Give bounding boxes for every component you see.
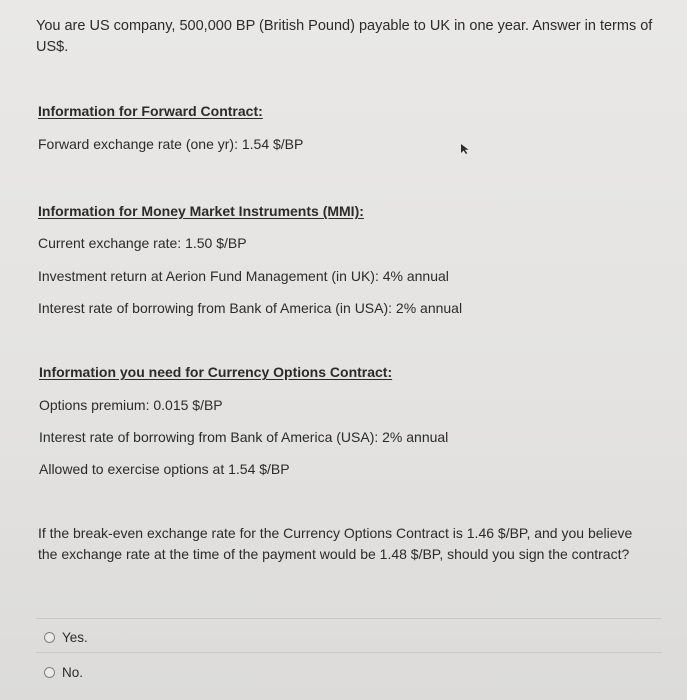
answer-yes-option[interactable]	[44, 630, 88, 645]
divider	[36, 652, 662, 653]
divider	[36, 618, 662, 619]
answer-yes-label: Yes.	[62, 630, 88, 645]
mmi-investment-return-text: Investment return at Aerion Fund Management (in UK): 4% annual	[38, 268, 449, 284]
radio-button-icon[interactable]	[44, 667, 55, 678]
problem-intro: You are US company, 500,000 BP (British Pound) payable to UK in one year. Answer in terms of US$.	[36, 18, 653, 55]
forward-rate-text: Forward exchange rate (one yr): 1.54 $/BP	[38, 136, 304, 152]
mouse-pointer-icon	[460, 143, 470, 155]
question-text: If the break-even exchange rate for the Currency Options Contract is 1.46 $/BP, and you believe the exchange rate at the time of the payment would be 1.48 $/BP, should you sign the contract?	[38, 525, 633, 562]
mmi-current-rate-text: Current exchange rate: 1.50 $/BP	[38, 235, 247, 251]
radio-button-icon[interactable]	[44, 632, 55, 643]
forward-contract-title: Information for Forward Contract:	[38, 103, 263, 119]
options-exercise-text: Allowed to exercise options at 1.54 $/BP	[39, 461, 290, 477]
mmi-title: Information for Money Market Instruments (MMI):	[38, 203, 364, 219]
options-borrow-rate-text: Interest rate of borrowing from Bank of America (USA): 2% annual	[39, 429, 449, 445]
answer-no-label: No.	[62, 665, 84, 680]
mmi-borrow-rate-text: Interest rate of borrowing from Bank of America (in USA): 2% annual	[38, 300, 463, 316]
answer-no-option[interactable]	[44, 665, 83, 680]
options-premium-text: Options premium: 0.015 $/BP	[39, 397, 223, 413]
options-contract-title: Information you need for Currency Options Contract:	[39, 364, 393, 380]
